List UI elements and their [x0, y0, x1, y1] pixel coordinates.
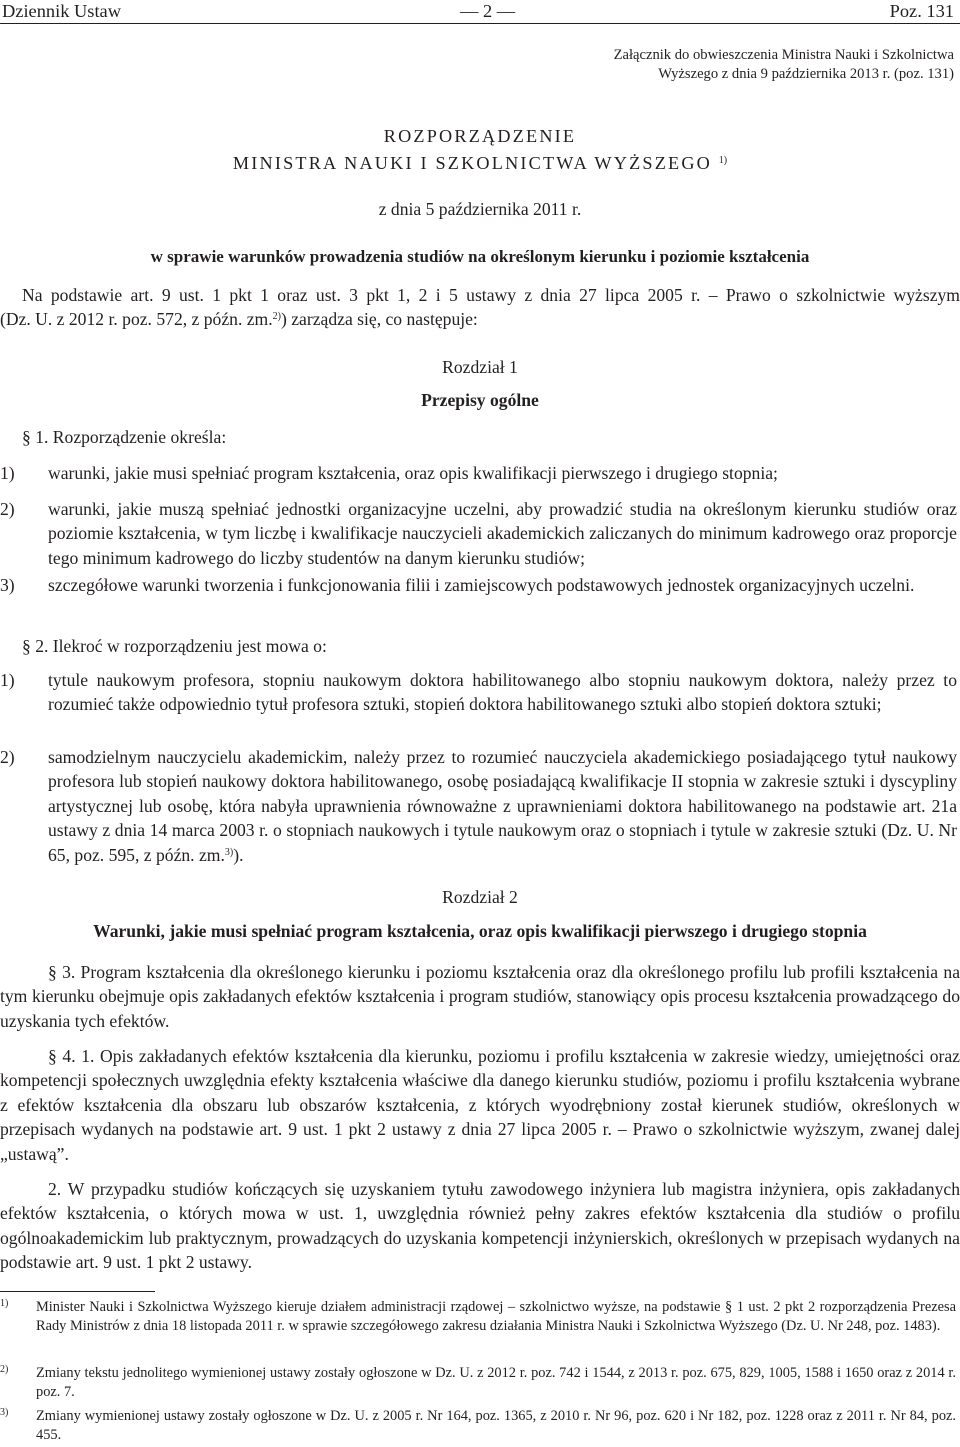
footnote-number: 2) [0, 1364, 9, 1375]
list-item-number: 1) [0, 463, 15, 483]
chapter-2-title: Warunki, jakie musi spełniać program kształcenia, oraz opis kwalifikacji pierwszego i drugiego stopnia [93, 921, 867, 941]
footnote-number: 1) [0, 1298, 9, 1309]
paragraph-4-1-text: § 4. 1. Opis zakładanych efektów kształcenia dla kierunku, poziomu i profilu kształcenia w zakresie wiedzy, umiejętności oraz kompetencji społecznych uwzględnia efekty kształcenia właściwe dla danego kierunku studiów, poziomu i profilu kształcenia wybrane z efektów kształcenia dla obszaru lub obszarów kształcenia, z których wyodrębniony został kierunek studiów, określonych w przepisach wydanych na podstawie art. 9 ust. 1 pkt 2 ustawy z dnia 27 lipca 2005 r. – Prawo o szkolnictwie wyższym, zwanej dalej „ustawą”. [0, 1046, 960, 1164]
issue-date: z dnia 5 października 2011 r. [378, 199, 582, 219]
preamble-text-b: ) zarządza się, co następuje: [280, 309, 478, 330]
journal-name: Dziennik Ustaw [2, 1, 122, 21]
preamble [0, 283, 960, 332]
list-item-text: tytule naukowym profesora, stopniu naukowym doktora habilitowanego albo stopniu naukowym doktora, należy przez to rozumieć także odpowiednio tytuł profesora sztuki, stopień doktora habilitowanego sztuki albo stopień doktora sztuki; [48, 670, 957, 715]
issuer-title [0, 151, 960, 175]
paragraph-1-intro-text: § 1. Rozporządzenie określa: [22, 427, 227, 447]
annex-line-2: Wyższego z dnia 9 października 2013 r. (poz. 131) [658, 66, 954, 82]
paragraph-4-section-2 [0, 1177, 960, 1275]
paragraph-3 [0, 960, 960, 1033]
footnote-ref-2: 2) [272, 311, 281, 323]
footnote-ref-1: 1) [718, 155, 728, 166]
paragraph-4-2-text: 2. W przypadku studiów kończących się uzyskaniem tytułu zawodowego inżyniera lub magistra inżyniera, opis zakładanych efektów kształcenia, o których mowa w ust. 1, uwzględnia również pełny zakres efektów kształcenia dla studiów o profilu ogólnoakademickim lub praktycznym, prowadzących do uzyskania kompetencji inżynierskich, określonych w przepisach wydanych na podstawie art. 9 ust. 1 pkt 2 ustawy. [0, 1179, 960, 1273]
footnote-text: Zmiany wymienionej ustawy zostały ogłoszone w Dz. U. z 2005 r. Nr 164, poz. 1365, z 2010 r. Nr 96, poz. 620 i Nr 182, poz. 1228 oraz z 2011 r. Nr 84, poz. 455. [36, 1408, 956, 1444]
list-item-number: 2) [0, 747, 15, 767]
list-item-tail: ). [233, 844, 244, 865]
paragraph-4-section-1 [0, 1044, 960, 1166]
page-number: — 2 — [460, 1, 516, 21]
regulation-subject: w sprawie warunków prowadzenia studiów na określonym kierunku i poziomie kształcenia [150, 247, 810, 266]
preamble-text-a: (Dz. U. z 2012 r. poz. 572, z późn. zm. [0, 309, 273, 330]
list-item-text: szczegółowe warunki tworzenia i funkcjonowania filii i zamiejscowych podstawowych jednostek organizacyjnych uczelni. [48, 575, 915, 595]
preamble-line-2 [0, 307, 960, 331]
page-header [0, 0, 960, 22]
chapter-1-heading: Rozdział 1 [442, 357, 518, 377]
paragraph-2-intro-text: § 2. Ilekroć w rozporządzeniu jest mowa o: [22, 636, 327, 656]
list-item-text: warunki, jakie musi spełniać program kształcenia, oraz opis kwalifikacji pierwszego i drugiego stopnia; [48, 463, 778, 483]
preamble-line-1: Na podstawie art. 9 ust. 1 pkt 1 oraz ust. 3 pkt 1, 2 i 5 ustawy z dnia 27 lipca 2005 r. – Prawo o szkolnictwie wyższym [22, 285, 960, 305]
list-item-text: warunki, jakie muszą spełniać jednostki organizacyjne uczelni, aby prowadzić studia na określonym kierunku studiów oraz poziomie kształcenia, w tym liczbę i kwalifikacje nauczycieli akademickich zaliczanych do minimum kadrowego oraz proporcje tego minimum kadrowego do liczby studentów na danym kierunku studiów; [48, 499, 957, 568]
paragraph-3-text: § 3. Program kształcenia dla określonego kierunku i poziomu kształcenia oraz dla określonego profilu lub profili kształcenia na tym kierunku obejmuje opis zakładanych efektów kształcenia i program studiów, stanowiący opis procesu kształcenia prowadzącego do uzyskania tych efektów. [0, 962, 960, 1031]
footnote-rule [0, 1291, 155, 1292]
list-item-number: 1) [0, 670, 15, 690]
issuer-name: MINISTRA NAUKI I SZKOLNICTWA WYŻSZEGO [232, 153, 713, 173]
header-rule [0, 23, 960, 24]
chapter-1-title: Przepisy ogólne [421, 390, 539, 410]
footnote-number: 3) [0, 1407, 9, 1418]
footnote-ref-3: 3) [224, 846, 234, 858]
annex-note [574, 46, 954, 84]
paragraph-2-intro [0, 634, 960, 658]
position-number: Poz. 131 [889, 1, 954, 21]
annex-line-1: Załącznik do obwieszczenia Ministra Nauki i Szkolnictwa [613, 47, 954, 63]
list-item-body: samodzielnym nauczycielu akademickim, należy przez to rozumieć nauczyciela akademickiego posiadającego tytuł naukowy profesora lub stopień naukowy doktora habilitowanego, osobę posiadającą kwalifikacje II stopnia w zakresie sztuki i dyscypliny artystycznej lub osobę, która nabyła uprawnienia równoważne z uprawnieniami doktora habilitowanego na podstawie art. 21a ustawy z dnia 14 marca 2003 r. o stopniach naukowych i tytule naukowym oraz o stopniach i tytule w zakresie sztuki (Dz. U. Nr 65, poz. 595, z późn. zm. [48, 747, 957, 865]
footnote-text: Zmiany tekstu jednolitego wymienionej ustawy zostały ogłoszone w Dz. U. z 2012 r. poz. 742 i 1544, z 2013 r. poz. 675, 829, 1005, 1588 i 1650 oraz z 2014 r. poz. 7. [36, 1365, 956, 1401]
list-item-number: 3) [0, 575, 15, 595]
list-item-number: 2) [0, 499, 15, 519]
chapter-2-heading: Rozdział 2 [442, 887, 518, 907]
paragraph-1-intro [0, 425, 960, 449]
footnote-text: Minister Nauki i Szkolnictwa Wyższego kieruje działem administracji rządowej – szkolnictwo wyższe, na podstawie § 1 ust. 2 pkt 2 rozporządzenia Prezesa Rady Ministrów z dnia 18 listopada 2011 r. w sprawie szczegółowego zakresu działania Ministra Nauki i Szkolnictwa Wyższego (Dz. U. Nr 248, poz. 1483). [36, 1299, 956, 1335]
list-item-text [48, 745, 957, 867]
document-title: ROZPORZĄDZENIE [383, 126, 577, 146]
